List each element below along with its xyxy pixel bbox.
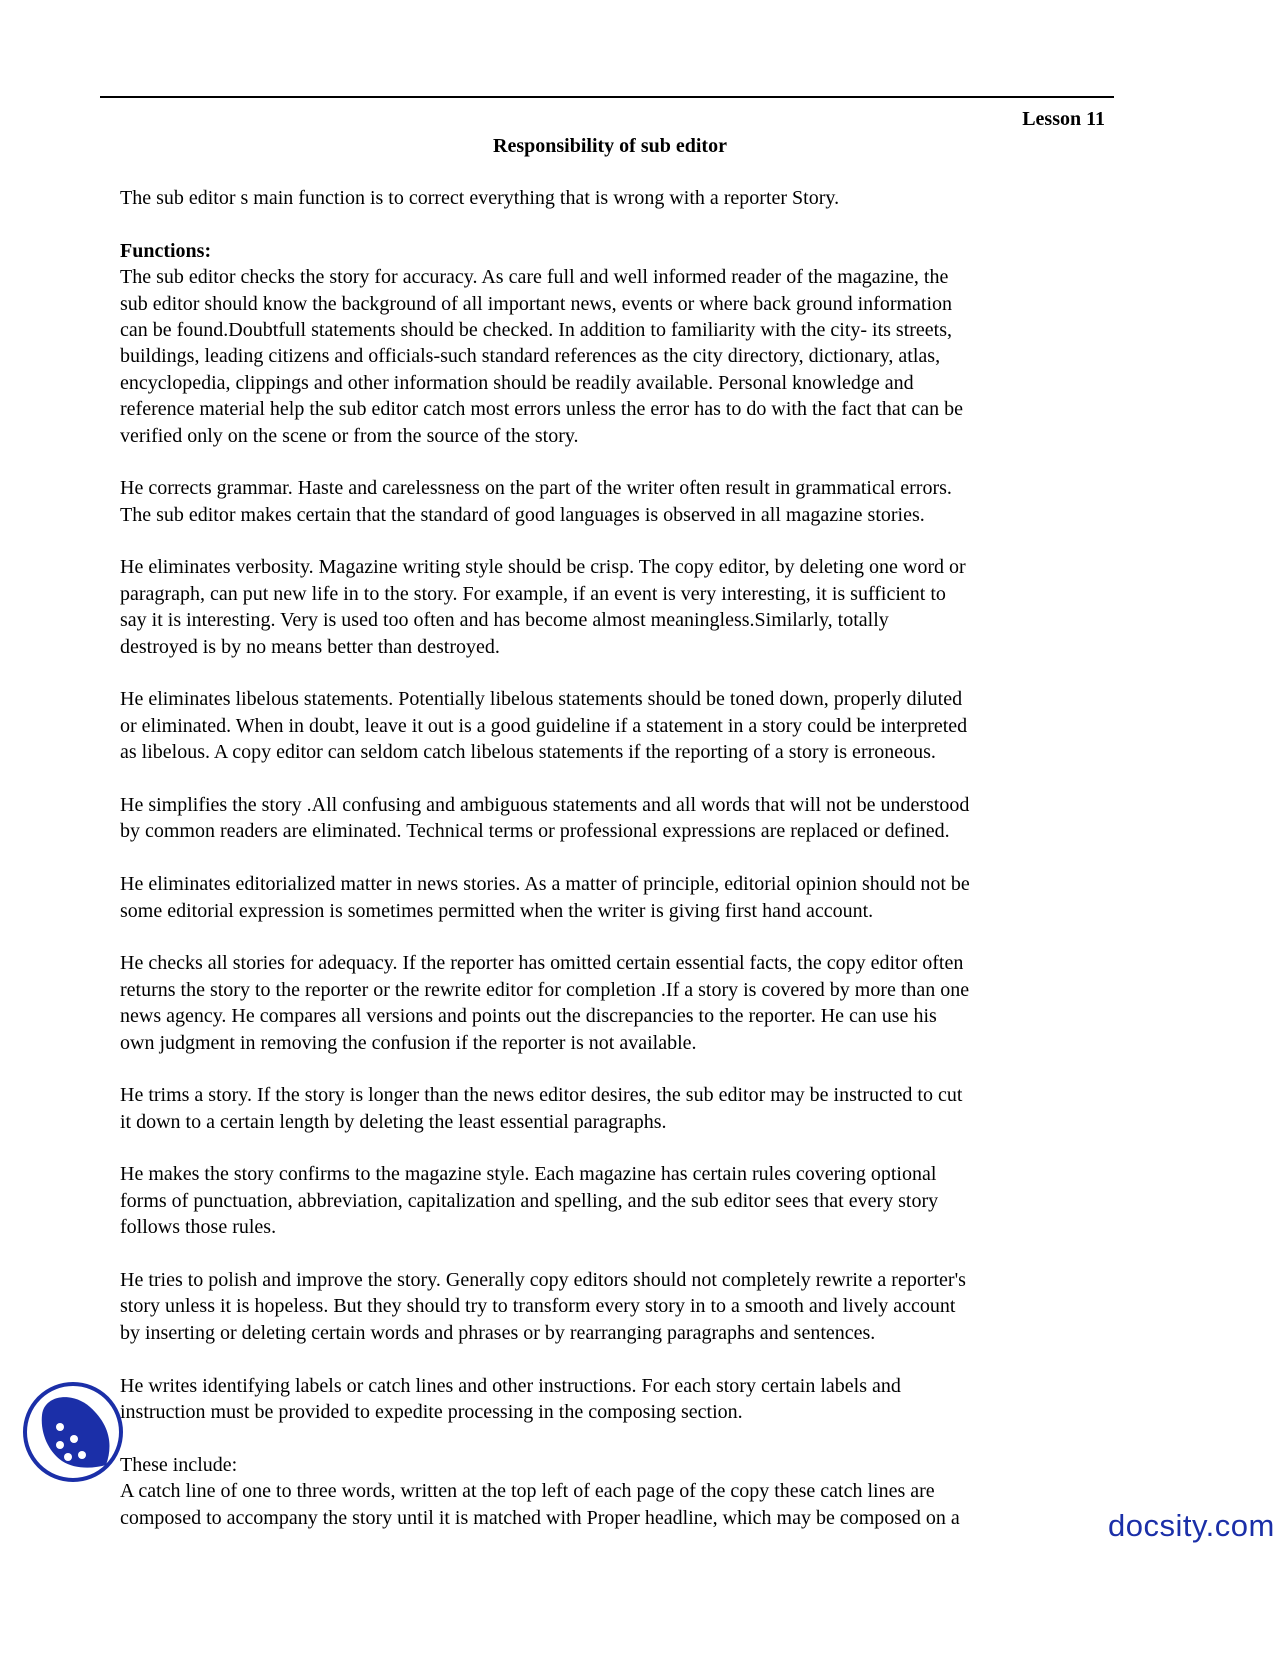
paragraph-line: paragraph, can put new life in to the story. For example, if an event is very interesting, it is sufficient to: [120, 582, 946, 605]
page-title: Responsibility of sub editor: [493, 135, 727, 157]
paragraph-line: He eliminates libelous statements. Potentially libelous statements should be toned down, properly diluted: [120, 688, 963, 711]
paragraph-line: composed to accompany the story until it is matched with Proper headline, which may be composed on a: [120, 1506, 960, 1529]
paragraph-line: as libelous. A copy editor can seldom catch libelous statements if the reporting of a story is erroneous.: [120, 741, 936, 764]
paragraph-list: [120, 264, 1120, 1531]
paragraph: [120, 871, 1120, 924]
paragraph-line: sub editor should know the background of all important news, events or where back ground information: [120, 292, 953, 315]
paragraph: [120, 686, 1120, 765]
header-rule: [100, 96, 1114, 98]
paragraph: [120, 792, 1120, 845]
paragraph-line: A catch line of one to three words, written at the top left of each page of the copy these catch lines are: [120, 1480, 935, 1503]
paragraph-line: He trims a story. If the story is longer than the news editor desires, the sub editor may be instructed to cut: [120, 1084, 963, 1107]
paragraph: [120, 475, 1120, 528]
paragraph: [120, 1373, 1120, 1426]
document-body: [120, 185, 1120, 1531]
paragraph-line: it down to a certain length by deleting the least essential paragraphs.: [120, 1110, 667, 1133]
paragraph-line: These include:: [120, 1453, 238, 1476]
paragraph-line: by inserting or deleting certain words and phrases or by rearranging paragraphs and sentences.: [120, 1321, 876, 1344]
paragraph-line: some editorial expression is sometimes permitted when the writer is giving first hand account.: [120, 899, 874, 922]
paragraph-line: He eliminates editorialized matter in news stories. As a matter of principle, editorial opinion should not be: [120, 873, 970, 896]
paragraph-line: He makes the story confirms to the magazine style. Each magazine has certain rules covering optional: [120, 1163, 937, 1186]
paragraph-line: buildings, leading citizens and officials-such standard references as the city directory, dictionary, atlas,: [120, 345, 941, 368]
paragraph-line: He eliminates verbosity. Magazine writing style should be crisp. The copy editor, by deleting one word or: [120, 556, 966, 579]
paragraph-line: He tries to polish and improve the story. Generally copy editors should not completely rewrite a reporter's: [120, 1269, 966, 1292]
paragraph-line: or eliminated. When in doubt, leave it out is a good guideline if a statement in a story could be interpreted: [120, 714, 968, 737]
docsity-logo-icon[interactable]: [22, 1381, 124, 1483]
paragraph-line: destroyed is by no means better than destroyed.: [120, 635, 500, 658]
paragraph: [120, 554, 1120, 660]
paragraph-line: He simplifies the story .All confusing and ambiguous statements and all words that will not be understood: [120, 793, 970, 816]
paragraph-line: forms of punctuation, abbreviation, capitalization and spelling, and the sub editor sees that every story: [120, 1189, 939, 1212]
paragraph-line: instruction must be provided to expedite processing in the composing section.: [120, 1400, 743, 1423]
paragraph: [120, 264, 1120, 449]
paragraph: [120, 1082, 1120, 1135]
paragraph-line: He writes identifying labels or catch lines and other instructions. For each story certain labels and: [120, 1374, 901, 1397]
paragraph: [120, 1161, 1120, 1240]
paragraph-line: verified only on the scene or from the source of the story.: [120, 424, 579, 447]
paragraph-line: news agency. He compares all versions and points out the discrepancies to the reporter. He can use his: [120, 1005, 937, 1028]
docsity-brand-link[interactable]: docsity.com: [1108, 1508, 1275, 1543]
paragraph-line: say it is interesting. Very is used too often and has become almost meaningless.Similarly, totally: [120, 609, 889, 632]
paragraph-line: by common readers are eliminated. Technical terms or professional expressions are replaced or defined.: [120, 820, 950, 843]
paragraph-line: encyclopedia, clippings and other information should be readily available. Personal knowledge and: [120, 371, 914, 394]
paragraph: [120, 1452, 1120, 1531]
paragraph-line: story unless it is hopeless. But they should try to transform every story in to a smooth and lively account: [120, 1295, 956, 1318]
paragraph-line: The sub editor makes certain that the standard of good languages is observed in all magazine stories.: [120, 503, 925, 526]
paragraph-line: follows those rules.: [120, 1216, 277, 1239]
paragraph-line: The sub editor checks the story for accuracy. As care full and well informed reader of the magazine, the: [120, 266, 949, 289]
intro-line: The sub editor s main function is to correct everything that is wrong with a reporter Story.: [120, 187, 840, 209]
paragraph-line: He checks all stories for adequacy. If the reporter has omitted certain essential facts, the copy editor often: [120, 952, 964, 975]
paragraph-line: reference material help the sub editor catch most errors unless the error has to do with the fact that can be: [120, 398, 963, 421]
lesson-number: Lesson 11: [1022, 108, 1105, 130]
paragraph-line: He corrects grammar. Haste and carelessness on the part of the writer often result in grammatical errors.: [120, 477, 952, 500]
paragraph: [120, 950, 1120, 1056]
paragraph-line: returns the story to the reporter or the rewrite editor for completion .If a story is covered by more than one: [120, 978, 970, 1001]
functions-heading: Functions:: [120, 239, 212, 262]
paragraph: [120, 1267, 1120, 1346]
paragraph-line: own judgment in removing the confusion if the reporter is not available.: [120, 1031, 697, 1054]
paragraph-line: can be found.Doubtfull statements should be checked. In addition to familiarity with the city- its streets,: [120, 318, 953, 341]
